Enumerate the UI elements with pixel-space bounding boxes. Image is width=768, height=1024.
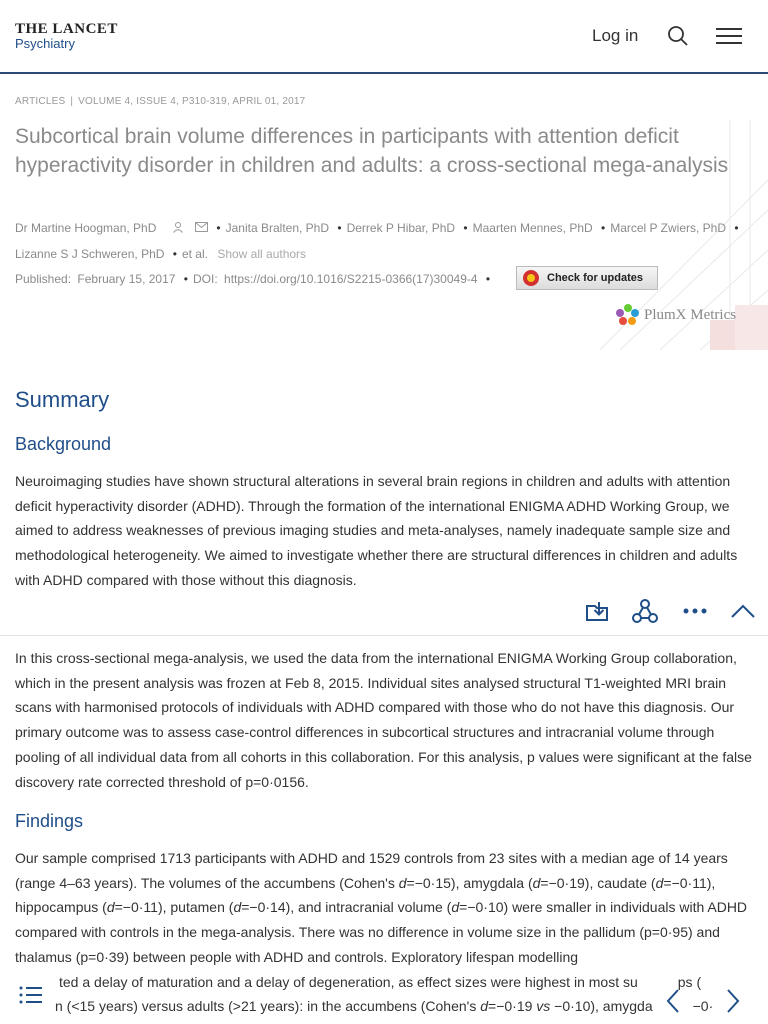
article-title: Subcortical brain volume differences in participants with attention deficit hyperactivity disorder in children and adults: a cross-sectional mega-analysis [15,125,729,177]
crossmark-icon [523,270,539,286]
journal-logo-subtitle[interactable]: Psychiatry [15,36,75,51]
findings-text: =−0·10) were smaller in individuals with ADHD compared with controls in the mega-analysis. There was no difference in volume size in the pallidum (p=0·95) and thalamus (p=0·39) between people with ADHD and controls. Exploratory lifespan modelling [15,899,748,965]
section-navigation [660,984,750,1016]
findings-text: −0· [692,998,714,1015]
findings-text: =−0·19), caudate ( [540,874,656,891]
outline-list-icon[interactable] [18,984,44,1006]
search-icon[interactable] [667,25,689,47]
findings-heading: Findings [15,811,84,831]
chevron-left-icon[interactable] [660,988,686,1014]
person-icon[interactable] [172,221,184,233]
methods-paragraph: In this cross-sectional mega-analysis, we used the data from the international ENIGMA Working Group collaboration, which in the present analysis was frozen at Feb 8, 2015. Individual sites analysed structural T1-weighted MRI brain scans with harmonised protocols of individuals with ADHD compared with those who do not have this diagnosis. Our primary outcome was to assess case-control differences in subcortical structures and intracranial volume through pooling of all individual data from all cohorts in this collaboration. For this analysis, p values were significant at the false discovery rate corrected threshold of p=0·0156. [15,650,752,790]
bullet-separator: • [485,272,491,286]
hamburger-menu-icon[interactable] [716,26,742,46]
article-type[interactable]: ARTICLES [15,96,66,107]
author-name[interactable]: Maarten Mennes, PhD [472,221,593,235]
cohens-d-symbol: d [106,899,115,916]
email-icon[interactable] [195,222,208,232]
author-name[interactable]: Dr Martine Hoogman, PhD [15,221,157,235]
findings-text: n (<15 years) versus adults (>21 years): in the accumbens (Cohen's [55,998,481,1015]
findings-text: =−0·19 [488,998,537,1015]
article-action-toolbar [0,594,768,636]
published-label: Published: [15,272,72,286]
publication-line [15,272,495,286]
background-paragraph: Neuroimaging studies have shown structural alterations in several brain regions in children and adults with attention deficit hyperactivity disorder (ADHD). Through the formation of the international ENIGMA ADHD Working Group, we aimed to address weaknesses of previous imaging studies and meta-analyses, namely inadequate sample size and methodological heterogeneity. We aimed to investigate whether there are structural differences in children and adults with ADHD compared with those without this diagnosis. [15,473,738,588]
chevron-up-icon[interactable] [730,598,756,624]
check-updates-label: Check for updates [547,272,643,284]
summary-heading: Summary [15,387,110,412]
author-name[interactable]: Lizanne S J Schweren, PhD [15,247,165,261]
published-date: February 15, 2017 [77,272,176,286]
bullet-separator: • [601,221,606,235]
doi-label: DOI: [193,272,218,286]
journal-logo[interactable]: THE LANCET [15,21,118,37]
author-name[interactable]: Janita Bralten, PhD [225,221,330,235]
cohens-d-symbol: d [532,874,541,891]
check-for-updates-button[interactable] [516,266,658,290]
findings-text: ted a delay of maturation and a delay of degeneration, as effect sizes were highest in most su [59,973,638,990]
chevron-right-icon[interactable] [720,988,746,1014]
login-link[interactable]: Log in [592,26,639,45]
bullet-separator: • [172,247,177,261]
article-meta-line [15,96,305,107]
cohens-d-symbol: d [451,899,460,916]
more-options-icon[interactable] [682,598,708,624]
findings-paragraph [15,846,755,1024]
cohens-d-symbol: d [233,899,242,916]
findings-text: Our sample comprised 1713 participants with ADHD and 1529 controls from 23 sites with a median age of 14 years (range 4–63 years). The volumes of the accumbens (Cohen's [15,850,728,891]
separator: | [70,96,74,107]
findings-text: =−0·11), putamen ( [114,899,234,916]
bullet-separator: • [183,272,188,286]
author-list-line-2 [15,247,306,261]
bullet-separator: • [216,221,221,235]
findings-text: =−0·11), hippocampus ( [15,874,716,916]
findings-text: −0·10), amygda [550,998,653,1015]
show-all-authors-link[interactable]: Show all authors [217,247,307,261]
plumx-flower-icon [616,304,640,326]
plumx-label: PlumX Metrics [644,306,737,323]
author-name[interactable]: Marcel P Zwiers, PhD [610,221,727,235]
findings-text: =−0·14), and intracranial volume ( [241,899,452,916]
cohens-d-symbol: d [480,998,489,1015]
findings-text: =−0·15), amygdala ( [406,874,533,891]
download-pdf-icon[interactable] [585,598,611,624]
background-heading: Background [15,434,112,454]
site-header [0,0,768,74]
et-al: et al. [181,247,208,261]
author-list-line-1 [15,221,744,235]
bullet-separator: • [734,221,739,235]
author-name[interactable]: Derrek P Hibar, PhD [346,221,456,235]
share-network-icon[interactable] [632,598,658,624]
vs-text: vs [536,998,551,1015]
cohens-d-symbol: d [398,874,407,891]
bullet-separator: • [337,221,342,235]
cohens-d-symbol: d [655,874,664,891]
doi-link[interactable]: https://doi.org/10.1016/S2215-0366(17)30049-4 [224,272,478,286]
bullet-separator: • [463,221,468,235]
plumx-metrics-widget[interactable] [616,304,736,326]
findings-text: ps ( [677,973,702,990]
issue-info[interactable]: VOLUME 4, ISSUE 4, P310-319, APRIL 01, 2017 [78,96,306,107]
